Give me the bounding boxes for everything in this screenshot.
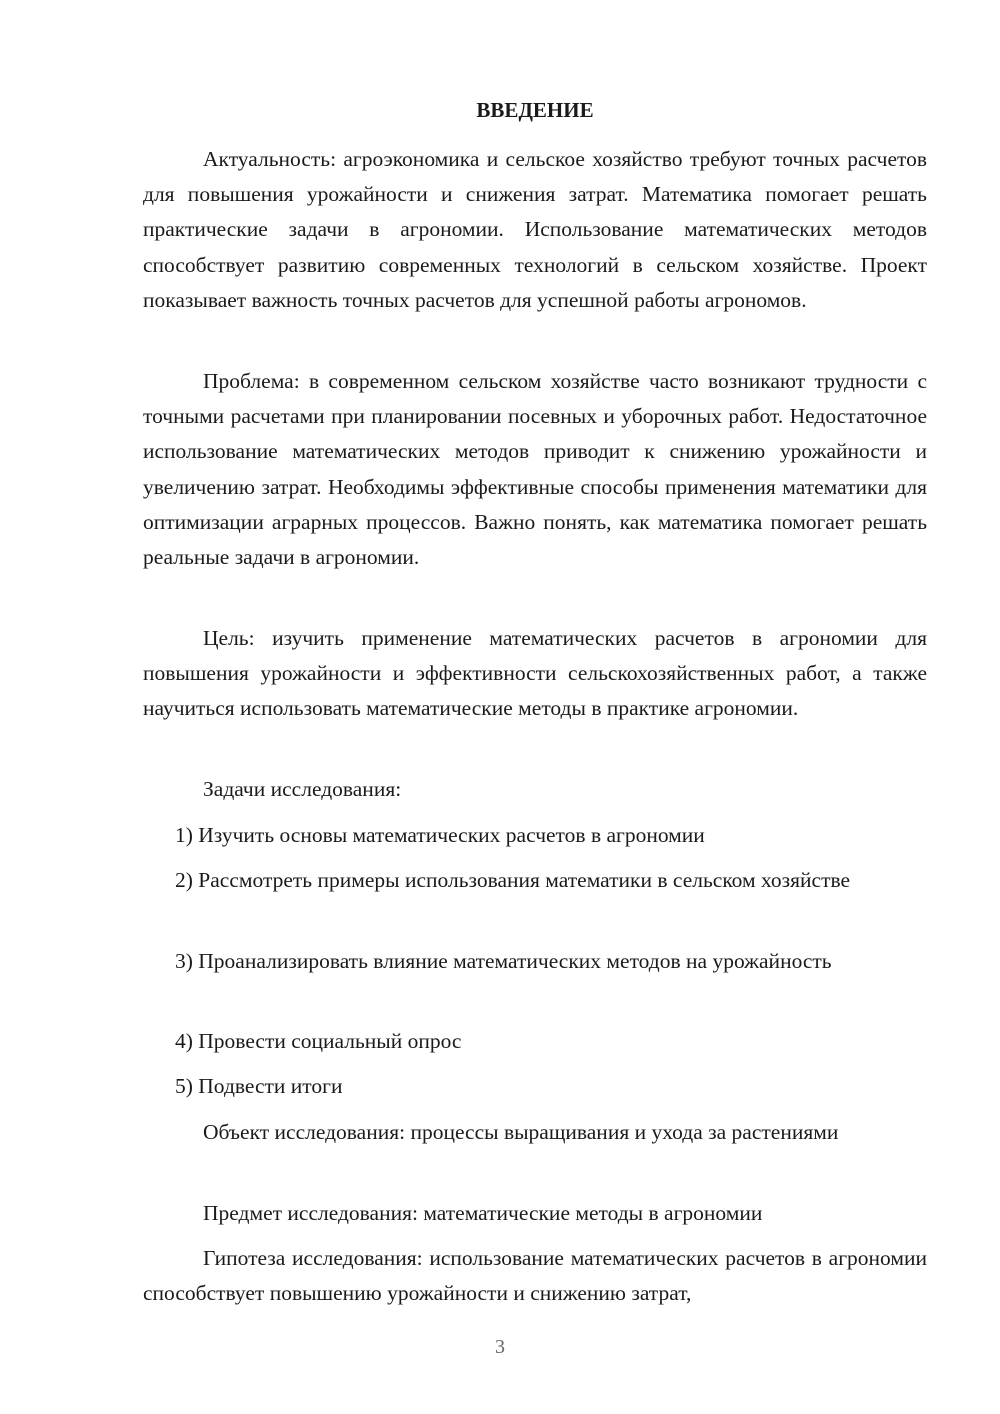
research-subject: Предмет исследования: математические методы в агрономии: [203, 1201, 763, 1225]
paragraph-goal: Цель: изучить применение математических расчетов в агрономии для повышения урожайности и эффективности сельскохозяйственных работ, а также научиться использовать математические методы в практике агрономии.: [143, 626, 927, 721]
task-item-2: 2) Рассмотреть примеры использования математики в сельском хозяйстве: [175, 868, 851, 892]
paragraph-problem: Проблема: в современном сельском хозяйстве часто возникают трудности с точными расчетами при планировании посевных и уборочных работ. Недостаточное использование математических методов приводит к снижению урожайности и увеличению затрат. Необходимы эффективные способы применения математики для оптимизации аграрных процессов. Важно понять, как математика помогает решать реальные задачи в агрономии.: [143, 369, 927, 570]
task-item-3: 3) Проанализировать влияние математических методов на урожайность: [175, 949, 832, 973]
tasks-heading: Задачи исследования:: [203, 777, 402, 801]
task-item-4: 4) Провести социальный опрос: [175, 1029, 462, 1053]
task-item-1: 1) Изучить основы математических расчетов в агрономии: [175, 823, 705, 847]
research-object: Объект исследования: процессы выращивания и ухода за растениями: [203, 1120, 839, 1144]
research-hypothesis: Гипотеза исследования: использование математических расчетов в агрономии способствует повышению урожайности и снижению затрат,: [143, 1246, 927, 1306]
task-item-5: 5) Подвести итоги: [175, 1074, 343, 1098]
section-title: ВВЕДЕНИЕ: [476, 98, 594, 122]
page-number: 3: [495, 1336, 505, 1358]
paragraph-relevance: Актуальность: агроэкономика и сельское хозяйство требуют точных расчетов для повышения урожайности и снижения затрат. Математика помогает решать практические задачи в агрономии. Использование математических методов способствует развитию современных технологий в сельском хозяйстве. Проект показывает важность точных расчетов для успешной работы агрономов.: [143, 147, 927, 312]
